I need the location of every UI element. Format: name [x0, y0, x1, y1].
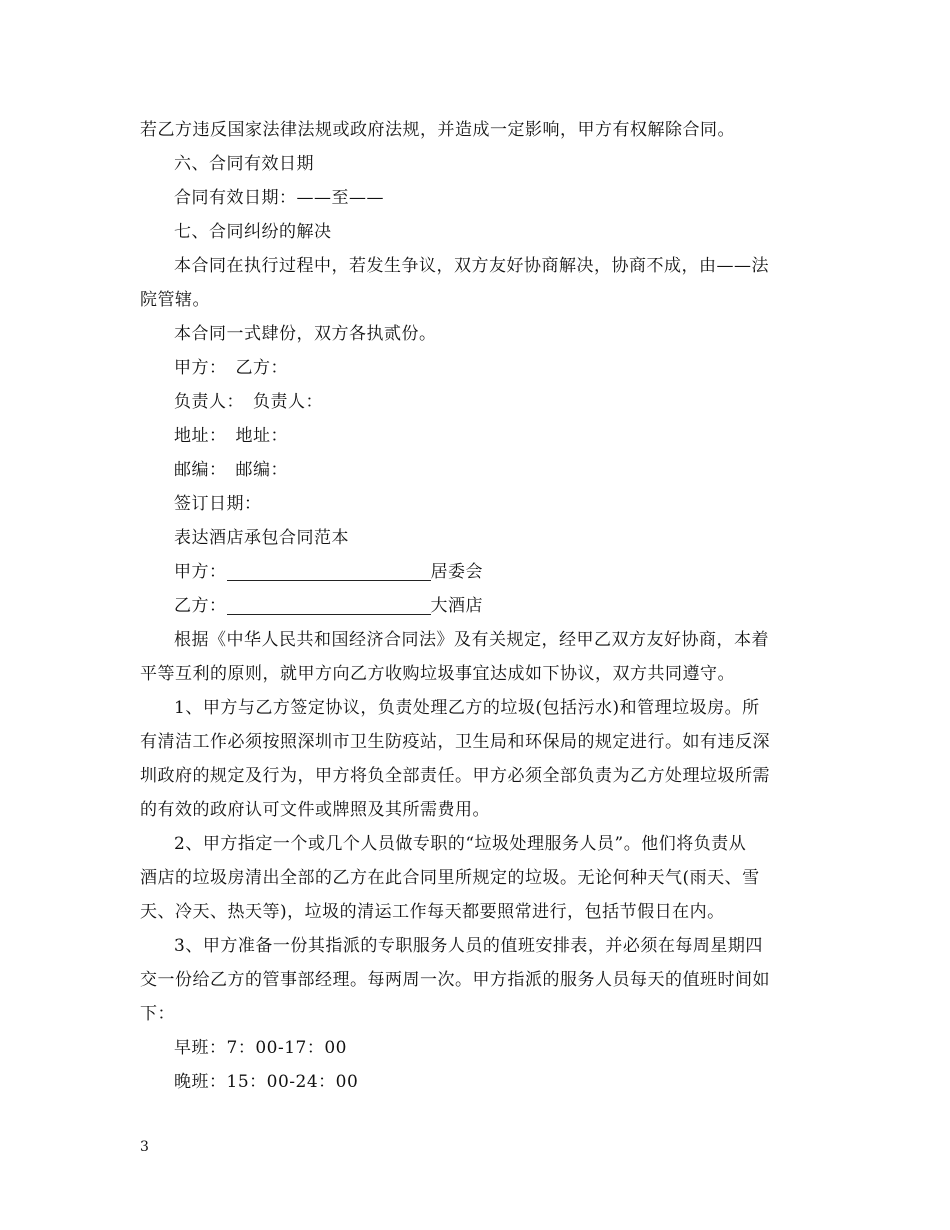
text-line: 的有效的政府认可文件或牌照及其所需费用。 — [140, 800, 490, 820]
text-line: 院管辖。 — [140, 290, 210, 310]
text-line: 1、甲方与乙方签定协议，负责处理乙方的垃圾(包括污水)和管理垃圾房。所 — [174, 698, 760, 718]
party-a-suffix: 居委会 — [430, 562, 483, 582]
text-line: 表达酒店承包合同范本 — [174, 528, 349, 548]
text-line: 本合同在执行过程中，若发生争议，双方友好协商解决，协商不成，由——法 — [174, 256, 769, 276]
party-a-label: 甲方： — [174, 562, 227, 582]
text-line: 签订日期： — [174, 494, 262, 514]
text-line: 有清洁工作必须按照深圳市卫生防疫站，卫生局和环保局的规定进行。如有违反深 — [140, 732, 770, 752]
page-number: 3 — [140, 1139, 149, 1155]
text-line: 负责人： 负责人： — [174, 392, 323, 412]
document-body — [140, 113, 815, 1099]
text-block-top — [140, 113, 815, 555]
text-line: 3、甲方准备一份其指派的专职服务人员的值班安排表，并必须在每周星期四 — [174, 936, 763, 956]
text-line: 地址： 地址： — [174, 426, 288, 446]
party-a-blank — [227, 560, 431, 581]
text-line: 甲方： 乙方： — [174, 358, 288, 378]
text-line: 圳政府的规定及行为，甲方将负全部责任。甲方必须全部负责为乙方处理垃圾所需 — [140, 766, 770, 786]
text-line: 根据《中华人民共和国经济合同法》及有关规定，经甲乙双方友好协商，本着 — [174, 630, 769, 650]
text-line: 本合同一式肆份，双方各执贰份。 — [174, 324, 437, 344]
text-line: 交一份给乙方的管事部经理。每两周一次。甲方指派的服务人员每天的值班时间如 — [140, 970, 770, 990]
text-line: 邮编： 邮编： — [174, 460, 288, 480]
party-a-line — [140, 555, 815, 589]
text-line: 平等互利的原则，就甲方向乙方收购垃圾事宜达成如下协议，双方共同遵守。 — [140, 664, 735, 684]
text-line: 天、冷天、热天等)，垃圾的清运工作每天都要照常进行，包括节假日在内。 — [140, 902, 725, 922]
text-line: 晚班：15：00-24：00 — [174, 1072, 359, 1092]
party-b-blank — [227, 594, 431, 615]
text-block-body — [140, 623, 815, 1099]
text-line: 合同有效日期：——至—— — [174, 188, 384, 208]
text-line: 酒店的垃圾房清出全部的乙方在此合同里所规定的垃圾。无论何种天气(雨天、雪 — [140, 868, 760, 888]
text-line: 若乙方违反国家法律法规或政府法规，并造成一定影响，甲方有权解除合同。 — [140, 120, 735, 140]
party-b-label: 乙方： — [174, 596, 227, 616]
text-line: 下： — [140, 1004, 175, 1024]
text-line: 2、甲方指定一个或几个人员做专职的“垃圾处理服务人员”。他们将负责从 — [174, 834, 747, 854]
text-line: 七、合同纠纷的解决 — [174, 222, 332, 242]
text-line: 早班：7：00-17：00 — [174, 1038, 347, 1058]
party-b-line — [140, 589, 815, 623]
text-line: 六、合同有效日期 — [174, 154, 314, 174]
party-b-suffix: 大酒店 — [430, 596, 483, 616]
